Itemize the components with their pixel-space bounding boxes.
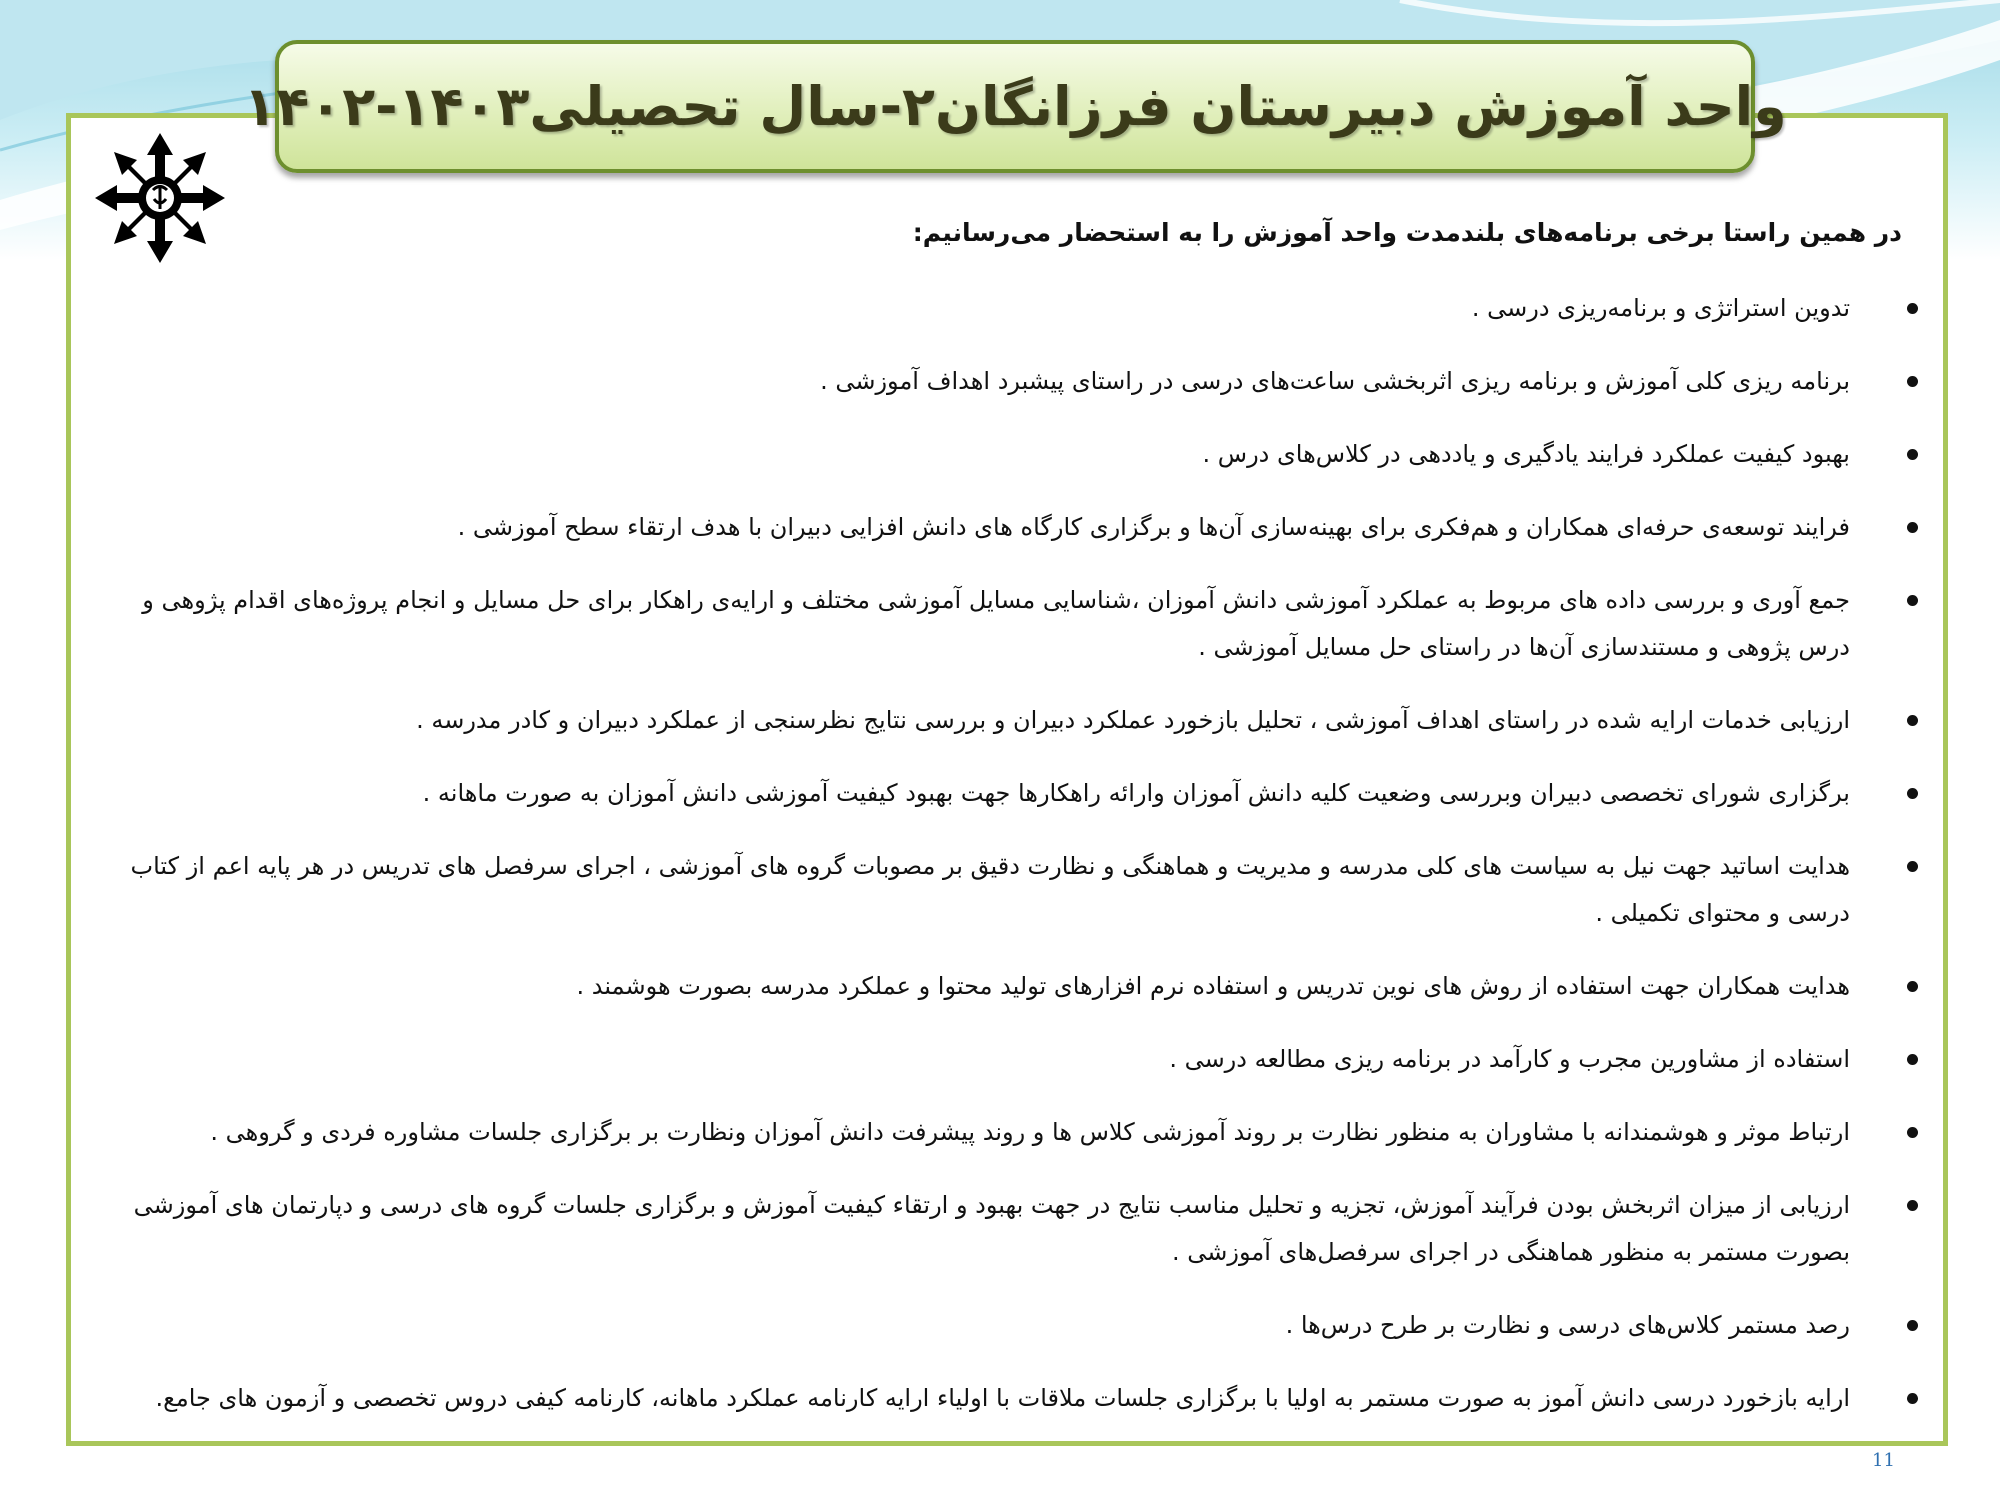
bullet-icon	[1907, 376, 1918, 387]
list-item-text: تدوین استراتژی و برنامه‌ریزی درسی .	[1471, 294, 1850, 322]
list-item	[100, 1302, 1930, 1349]
title-banner	[243, 40, 1787, 173]
bullet-icon	[1907, 1127, 1918, 1138]
list-item	[100, 697, 1930, 744]
list-item	[100, 285, 1930, 332]
bullet-icon	[1907, 1320, 1918, 1331]
page-title: واحد آموزش دبیرستان فرزانگان۲-سال تحصیلی۱۴۰۳-۱۴۰۲	[243, 75, 1787, 138]
bullet-icon	[1907, 595, 1918, 606]
list-item-text: بهبود کیفیت عملکرد فرایند یادگیری و یاددهی در کلاس‌های درس .	[1202, 440, 1850, 468]
list-item-text: برگزاری شورای تخصصی دبیران وبررسی وضعیت کلیه دانش آموزان وارائه راهکارها جهت بهبود کیفیت آموزشی دانش آموزان به صورت ماهانه .	[422, 779, 1850, 807]
list-item-text: ارتباط موثر و هوشمندانه با مشاوران به منظور نظارت بر روند آموزشی کلاس ها و روند پیشرفت دانش آموزان ونظارت بر برگزاری جلسات مشاوره فردی و گروهی .	[210, 1118, 1850, 1146]
list-item	[100, 1036, 1930, 1083]
list-item	[100, 963, 1930, 1010]
list-item-text: استفاده از مشاورین مجرب و کارآمد در برنامه ریزی مطالعه درسی .	[1169, 1045, 1850, 1073]
list-item	[100, 1109, 1930, 1156]
bullet-icon	[1907, 715, 1918, 726]
list-item	[100, 504, 1930, 551]
iran-emblem-icon	[95, 133, 225, 263]
bullet-icon	[1907, 981, 1918, 992]
list-item-text: ارایه بازخورد درسی دانش آموز به صورت مستمر به اولیا با برگزاری جلسات ملاقات با اولیاء ارایه کارنامه عملکرد ماهانه، کارنامه کیفی دروس تخصصی و آزمون های جامع.	[155, 1384, 1850, 1412]
bullet-icon	[1907, 1054, 1918, 1065]
list-item-text: ارزیابی از میزان اثربخش بودن فرآیند آموزش، تجزیه و تحلیل مناسب نتایج در جهت بهبود و ارتقاء کیفیت آموزش و برگزاری جلسات گروه های درسی و دپارتمان های آموزشی بصورت مستمر به منظور هماهنگی در اجرای سرفصل‌های آموزشی .	[133, 1191, 1850, 1266]
list-item	[100, 770, 1930, 817]
list-item	[100, 1375, 1930, 1422]
intro-text: در همین راستا برخی برنامه‌های بلندمدت واحد آموزش را به استحضار می‌رسانیم:	[912, 218, 1902, 247]
bullet-icon	[1907, 788, 1918, 799]
page-number: 11	[1872, 1450, 1895, 1471]
list-item-text: ارزیابی خدمات ارایه شده در راستای اهداف آموزشی ، تحلیل بازخورد عملکرد دبیران و بررسی نتایج نظرسنجی از عملکرد دبیران و کادر مدرسه .	[416, 706, 1850, 734]
list-item	[100, 431, 1930, 478]
bullet-icon	[1907, 449, 1918, 460]
list-item	[100, 843, 1930, 937]
plans-list	[100, 285, 1930, 1448]
list-item	[100, 1182, 1930, 1276]
list-item-text: هدایت همکاران جهت استفاده از روش های نوین تدریس و استفاده نرم افزارهای تولید محتوا و عملکرد مدرسه بصورت هوشمند .	[576, 972, 1850, 1000]
list-item	[100, 577, 1930, 671]
list-item-text: فرایند توسعه‌ی حرفه‌ای همکاران و هم‌فکری برای بهینه‌سازی آن‌ها و برگزاری کارگاه های دانش افزایی دبیران با هدف ارتقاء سطح آموزشی .	[457, 513, 1850, 541]
list-item-text: هدایت اساتید جهت نیل به سیاست های کلی مدرسه و مدیریت و هماهنگی و نظارت دقیق بر مصوبات گروه های آموزشی ، اجرای سرفصل های تدریس در هر پایه اعم از کتاب درسی و محتوای تکمیلی .	[130, 852, 1850, 927]
bullet-icon	[1907, 1393, 1918, 1404]
list-item-text: رصد مستمر کلاس‌های درسی و نظارت بر طرح درس‌ها .	[1285, 1311, 1850, 1339]
bullet-icon	[1907, 1200, 1918, 1211]
list-item	[100, 358, 1930, 405]
list-item-text: جمع آوری و بررسی داده های مربوط به عملکرد آموزشی دانش آموزان ،شناسایی مسایل آموزشی مختلف و ارایه‌ی راهکار برای حل مسایل و انجام پروژه‌های اقدام پژوهی و درس پژوهی و مستندسازی آن‌ها در راستای حل مسایل آموزشی .	[142, 586, 1850, 661]
bullet-icon	[1907, 522, 1918, 533]
list-item-text: برنامه ریزی کلی آموزش و برنامه ریزی اثربخشی ساعت‌های درسی در راستای پیشبرد اهداف آموزشی .	[820, 367, 1850, 395]
bullet-icon	[1907, 861, 1918, 872]
bullet-icon	[1907, 303, 1918, 314]
